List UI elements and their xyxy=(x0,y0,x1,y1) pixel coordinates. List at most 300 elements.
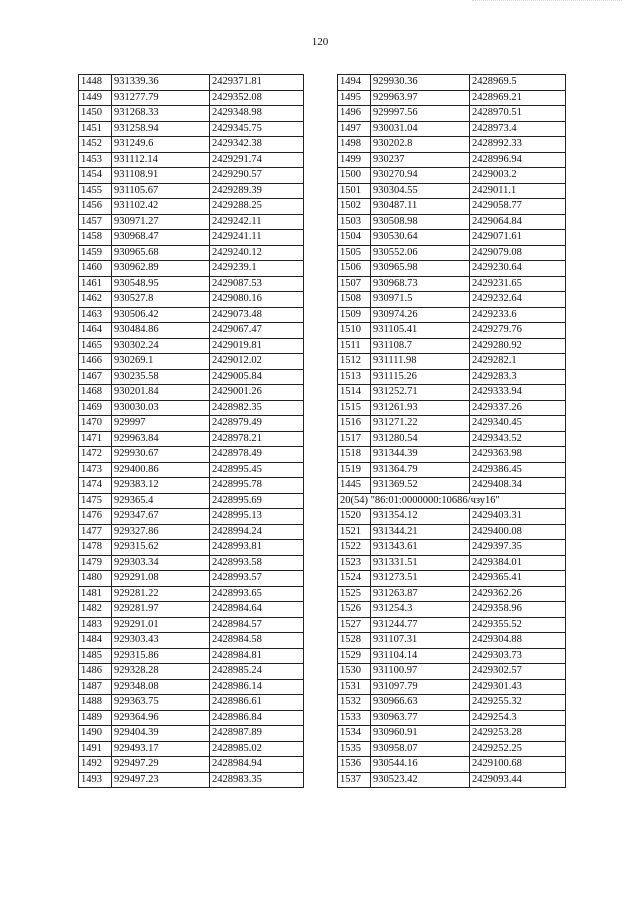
point-number-cell: 1465 xyxy=(79,338,112,354)
point-number-cell: 1453 xyxy=(79,152,112,168)
point-number-cell: 1477 xyxy=(79,524,112,540)
y-coordinate-cell: 2429064.84 xyxy=(470,214,566,230)
table-row xyxy=(79,509,304,525)
y-coordinate-cell: 2428985.24 xyxy=(210,664,304,680)
y-coordinate-cell: 2428969.5 xyxy=(470,75,566,91)
point-number-cell: 1466 xyxy=(79,354,112,370)
point-number-cell: 1510 xyxy=(338,323,371,339)
table-row xyxy=(79,168,304,184)
y-coordinate-cell: 2429288.25 xyxy=(210,199,304,215)
x-coordinate-cell: 930966.63 xyxy=(371,695,470,711)
table-row xyxy=(79,695,304,711)
table-row xyxy=(338,416,566,432)
y-coordinate-cell: 2428973.4 xyxy=(470,121,566,137)
table-row xyxy=(79,540,304,556)
y-coordinate-cell: 2428986.61 xyxy=(210,695,304,711)
y-coordinate-cell: 2428984.57 xyxy=(210,617,304,633)
y-coordinate-cell: 2429282.1 xyxy=(470,354,566,370)
table-row xyxy=(338,214,566,230)
table-row xyxy=(338,230,566,246)
table-row xyxy=(79,648,304,664)
x-coordinate-cell: 931344.39 xyxy=(371,447,470,463)
x-coordinate-cell: 930031.04 xyxy=(371,121,470,137)
point-number-cell: 1517 xyxy=(338,431,371,447)
table-row xyxy=(338,679,566,695)
y-coordinate-cell: 2429340.45 xyxy=(470,416,566,432)
y-coordinate-cell: 2428993.81 xyxy=(210,540,304,556)
table-row xyxy=(338,121,566,137)
table-row xyxy=(338,540,566,556)
coordinates-table-left xyxy=(78,74,304,788)
table-row xyxy=(338,664,566,680)
y-coordinate-cell: 2429337.26 xyxy=(470,400,566,416)
point-number-cell: 1504 xyxy=(338,230,371,246)
x-coordinate-cell: 931102.42 xyxy=(112,199,210,215)
point-number-cell: 1473 xyxy=(79,462,112,478)
table-row xyxy=(79,121,304,137)
y-coordinate-cell: 2429345.75 xyxy=(210,121,304,137)
table-row xyxy=(338,137,566,153)
table-row xyxy=(79,75,304,91)
table-row xyxy=(338,617,566,633)
y-coordinate-cell: 2429386.45 xyxy=(470,462,566,478)
point-number-cell: 1497 xyxy=(338,121,371,137)
y-coordinate-cell: 2429348.98 xyxy=(210,106,304,122)
y-coordinate-cell: 2429279.76 xyxy=(470,323,566,339)
point-number-cell: 1464 xyxy=(79,323,112,339)
x-coordinate-cell: 931369.52 xyxy=(371,478,470,494)
y-coordinate-cell: 2429252.25 xyxy=(470,741,566,757)
x-coordinate-cell: 931277.79 xyxy=(112,90,210,106)
y-coordinate-cell: 2429363.98 xyxy=(470,447,566,463)
x-coordinate-cell: 931271.22 xyxy=(371,416,470,432)
x-coordinate-cell: 929497.23 xyxy=(112,772,210,788)
point-number-cell: 1474 xyxy=(79,478,112,494)
x-coordinate-cell: 931331.51 xyxy=(371,555,470,571)
y-coordinate-cell: 2428987.89 xyxy=(210,726,304,742)
x-coordinate-cell: 929364.96 xyxy=(112,710,210,726)
y-coordinate-cell: 2429241.11 xyxy=(210,230,304,246)
x-coordinate-cell: 929997.56 xyxy=(371,106,470,122)
table-row xyxy=(79,617,304,633)
point-number-cell: 1516 xyxy=(338,416,371,432)
x-coordinate-cell: 930965.98 xyxy=(371,261,470,277)
point-number-cell: 1476 xyxy=(79,509,112,525)
table-row xyxy=(79,462,304,478)
y-coordinate-cell: 2429283.3 xyxy=(470,369,566,385)
x-coordinate-cell: 929347.67 xyxy=(112,509,210,525)
table-row xyxy=(338,509,566,525)
y-coordinate-cell: 2429001.26 xyxy=(210,385,304,401)
point-number-cell: 1488 xyxy=(79,695,112,711)
point-number-cell: 1530 xyxy=(338,664,371,680)
table-row xyxy=(338,555,566,571)
point-number-cell: 1503 xyxy=(338,214,371,230)
x-coordinate-cell: 931263.87 xyxy=(371,586,470,602)
table-row xyxy=(79,726,304,742)
table-row xyxy=(79,106,304,122)
point-number-cell: 1535 xyxy=(338,741,371,757)
left-table-body xyxy=(79,75,304,788)
x-coordinate-cell: 930971.5 xyxy=(371,292,470,308)
table-row xyxy=(79,772,304,788)
table-row xyxy=(79,385,304,401)
x-coordinate-cell: 929930.67 xyxy=(112,447,210,463)
x-coordinate-cell: 931280.54 xyxy=(371,431,470,447)
x-coordinate-cell: 930508.98 xyxy=(371,214,470,230)
x-coordinate-cell: 931104.14 xyxy=(371,648,470,664)
point-number-cell: 1521 xyxy=(338,524,371,540)
x-coordinate-cell: 929963.97 xyxy=(371,90,470,106)
point-number-cell: 1462 xyxy=(79,292,112,308)
table-row xyxy=(338,245,566,261)
x-coordinate-cell: 931344.21 xyxy=(371,524,470,540)
table-row xyxy=(338,106,566,122)
point-number-cell: 1470 xyxy=(79,416,112,432)
x-coordinate-cell: 930270.94 xyxy=(371,168,470,184)
table-row xyxy=(338,90,566,106)
y-coordinate-cell: 2429079.08 xyxy=(470,245,566,261)
table-row xyxy=(338,524,566,540)
y-coordinate-cell: 2429087.53 xyxy=(210,276,304,292)
point-number-cell: 1505 xyxy=(338,245,371,261)
point-number-cell: 1489 xyxy=(79,710,112,726)
point-number-cell: 1451 xyxy=(79,121,112,137)
y-coordinate-cell: 2429333.94 xyxy=(470,385,566,401)
x-coordinate-cell: 930958.07 xyxy=(371,741,470,757)
x-coordinate-cell: 930530.64 xyxy=(371,230,470,246)
point-number-cell: 1490 xyxy=(79,726,112,742)
x-coordinate-cell: 931105.41 xyxy=(371,323,470,339)
x-coordinate-cell: 930237 xyxy=(371,152,470,168)
x-coordinate-cell: 931268.33 xyxy=(112,106,210,122)
x-coordinate-cell: 930030.03 xyxy=(112,400,210,416)
point-number-cell: 1456 xyxy=(79,199,112,215)
point-number-cell: 1520 xyxy=(338,509,371,525)
table-row xyxy=(338,478,566,494)
y-coordinate-cell: 2428985.02 xyxy=(210,741,304,757)
x-coordinate-cell: 929493.17 xyxy=(112,741,210,757)
point-number-cell: 1472 xyxy=(79,447,112,463)
y-coordinate-cell: 2428993.58 xyxy=(210,555,304,571)
y-coordinate-cell: 2429242.11 xyxy=(210,214,304,230)
table-row xyxy=(338,168,566,184)
page-number: 120 xyxy=(311,36,329,48)
y-coordinate-cell: 2429073.48 xyxy=(210,307,304,323)
point-number-cell: 1487 xyxy=(79,679,112,695)
point-number-cell: 1448 xyxy=(79,75,112,91)
y-coordinate-cell: 2429253.28 xyxy=(470,726,566,742)
table-row xyxy=(338,772,566,788)
table-row xyxy=(338,338,566,354)
x-coordinate-cell: 930269.1 xyxy=(112,354,210,370)
point-number-cell: 1495 xyxy=(338,90,371,106)
point-number-cell: 1480 xyxy=(79,571,112,587)
y-coordinate-cell: 2429280.92 xyxy=(470,338,566,354)
table-row xyxy=(338,710,566,726)
y-coordinate-cell: 2428996.94 xyxy=(470,152,566,168)
y-coordinate-cell: 2428994.24 xyxy=(210,524,304,540)
point-number-cell: 1463 xyxy=(79,307,112,323)
y-coordinate-cell: 2428984.81 xyxy=(210,648,304,664)
table-row xyxy=(338,571,566,587)
point-number-cell: 1467 xyxy=(79,369,112,385)
y-coordinate-cell: 2429093.44 xyxy=(470,772,566,788)
point-number-cell: 1512 xyxy=(338,354,371,370)
table-row xyxy=(79,307,304,323)
point-number-cell: 1506 xyxy=(338,261,371,277)
table-row xyxy=(79,602,304,618)
point-number-cell: 1454 xyxy=(79,168,112,184)
x-coordinate-cell: 930974.26 xyxy=(371,307,470,323)
table-row xyxy=(79,710,304,726)
y-coordinate-cell: 2428993.65 xyxy=(210,586,304,602)
y-coordinate-cell: 2428986.14 xyxy=(210,679,304,695)
x-coordinate-cell: 931107.31 xyxy=(371,633,470,649)
x-coordinate-cell: 930968.47 xyxy=(112,230,210,246)
point-number-cell: 1481 xyxy=(79,586,112,602)
y-coordinate-cell: 2429302.57 xyxy=(470,664,566,680)
y-coordinate-cell: 2429358.96 xyxy=(470,602,566,618)
x-coordinate-cell: 930527.8 xyxy=(112,292,210,308)
x-coordinate-cell: 931252.71 xyxy=(371,385,470,401)
x-coordinate-cell: 930962.89 xyxy=(112,261,210,277)
y-coordinate-cell: 2428995.13 xyxy=(210,509,304,525)
y-coordinate-cell: 2429067.47 xyxy=(210,323,304,339)
x-coordinate-cell: 929291.01 xyxy=(112,617,210,633)
right-table-body-bottom xyxy=(338,509,566,788)
y-coordinate-cell: 2429071.61 xyxy=(470,230,566,246)
table-row xyxy=(338,152,566,168)
point-number-cell: 1498 xyxy=(338,137,371,153)
table-row xyxy=(338,586,566,602)
table-row xyxy=(79,586,304,602)
table-row xyxy=(338,354,566,370)
x-coordinate-cell: 930523.42 xyxy=(371,772,470,788)
table-row xyxy=(79,478,304,494)
point-number-cell: 1458 xyxy=(79,230,112,246)
table-row xyxy=(338,261,566,277)
x-coordinate-cell: 929997 xyxy=(112,416,210,432)
point-number-cell: 1475 xyxy=(79,493,112,509)
point-number-cell: 1450 xyxy=(79,106,112,122)
table-row xyxy=(79,369,304,385)
point-number-cell: 1461 xyxy=(79,276,112,292)
x-coordinate-cell: 930960.91 xyxy=(371,726,470,742)
y-coordinate-cell: 2428978.21 xyxy=(210,431,304,447)
point-number-cell: 1455 xyxy=(79,183,112,199)
point-number-cell: 1479 xyxy=(79,555,112,571)
y-coordinate-cell: 2429362.26 xyxy=(470,586,566,602)
table-row xyxy=(79,555,304,571)
point-number-cell: 1460 xyxy=(79,261,112,277)
y-coordinate-cell: 2429397.35 xyxy=(470,540,566,556)
x-coordinate-cell: 931112.14 xyxy=(112,152,210,168)
table-row xyxy=(338,276,566,292)
x-coordinate-cell: 929281.22 xyxy=(112,586,210,602)
y-coordinate-cell: 2429012.02 xyxy=(210,354,304,370)
x-coordinate-cell: 930544.16 xyxy=(371,757,470,773)
point-number-cell: 1459 xyxy=(79,245,112,261)
x-coordinate-cell: 929315.62 xyxy=(112,540,210,556)
x-coordinate-cell: 930484.86 xyxy=(112,323,210,339)
x-coordinate-cell: 929963.84 xyxy=(112,431,210,447)
y-coordinate-cell: 2429343.52 xyxy=(470,431,566,447)
x-coordinate-cell: 930304.55 xyxy=(371,183,470,199)
table-row xyxy=(338,447,566,463)
point-number-cell: 1483 xyxy=(79,617,112,633)
y-coordinate-cell: 2429231.65 xyxy=(470,276,566,292)
point-number-cell: 1533 xyxy=(338,710,371,726)
x-coordinate-cell: 929303.34 xyxy=(112,555,210,571)
point-number-cell: 1469 xyxy=(79,400,112,416)
table-row xyxy=(338,323,566,339)
table-row xyxy=(79,90,304,106)
x-coordinate-cell: 930201.84 xyxy=(112,385,210,401)
table-row xyxy=(338,726,566,742)
x-coordinate-cell: 930202.8 xyxy=(371,137,470,153)
x-coordinate-cell: 929930.36 xyxy=(371,75,470,91)
table-row xyxy=(338,757,566,773)
point-number-cell: 1524 xyxy=(338,571,371,587)
table-row xyxy=(79,152,304,168)
point-number-cell: 1496 xyxy=(338,106,371,122)
point-number-cell: 1445 xyxy=(338,478,371,494)
y-coordinate-cell: 2429289.39 xyxy=(210,183,304,199)
x-coordinate-cell: 931273.51 xyxy=(371,571,470,587)
y-coordinate-cell: 2429233.6 xyxy=(470,307,566,323)
x-coordinate-cell: 929404.39 xyxy=(112,726,210,742)
table-row xyxy=(79,493,304,509)
x-coordinate-cell: 931097.79 xyxy=(371,679,470,695)
y-coordinate-cell: 2428984.64 xyxy=(210,602,304,618)
y-coordinate-cell: 2429080.16 xyxy=(210,292,304,308)
table-row xyxy=(79,664,304,680)
x-coordinate-cell: 930971.27 xyxy=(112,214,210,230)
table-row xyxy=(79,447,304,463)
x-coordinate-cell: 931339.36 xyxy=(112,75,210,91)
point-number-cell: 1525 xyxy=(338,586,371,602)
table-row xyxy=(338,183,566,199)
point-number-cell: 1536 xyxy=(338,757,371,773)
table-row xyxy=(79,633,304,649)
y-coordinate-cell: 2429003.2 xyxy=(470,168,566,184)
x-coordinate-cell: 930965.68 xyxy=(112,245,210,261)
y-coordinate-cell: 2429342.38 xyxy=(210,137,304,153)
x-coordinate-cell: 931343.61 xyxy=(371,540,470,556)
coordinates-table-right xyxy=(337,74,566,788)
y-coordinate-cell: 2429403.31 xyxy=(470,509,566,525)
point-number-cell: 1478 xyxy=(79,540,112,556)
y-coordinate-cell: 2429100.68 xyxy=(470,757,566,773)
x-coordinate-cell: 930963.77 xyxy=(371,710,470,726)
section-label: 20(54) "86:01:0000000:10686/чзу16" xyxy=(338,493,566,509)
point-number-cell: 1514 xyxy=(338,385,371,401)
point-number-cell: 1509 xyxy=(338,307,371,323)
x-coordinate-cell: 931254.3 xyxy=(371,602,470,618)
x-coordinate-cell: 929365.4 xyxy=(112,493,210,509)
y-coordinate-cell: 2429255.32 xyxy=(470,695,566,711)
x-coordinate-cell: 929497.29 xyxy=(112,757,210,773)
table-row xyxy=(79,199,304,215)
point-number-cell: 1485 xyxy=(79,648,112,664)
point-number-cell: 1449 xyxy=(79,90,112,106)
point-number-cell: 1491 xyxy=(79,741,112,757)
x-coordinate-cell: 931364.79 xyxy=(371,462,470,478)
table-row xyxy=(338,199,566,215)
table-row xyxy=(338,462,566,478)
point-number-cell: 1518 xyxy=(338,447,371,463)
x-coordinate-cell: 930302.24 xyxy=(112,338,210,354)
point-number-cell: 1513 xyxy=(338,369,371,385)
x-coordinate-cell: 929327.86 xyxy=(112,524,210,540)
table-row xyxy=(338,431,566,447)
point-number-cell: 1526 xyxy=(338,602,371,618)
y-coordinate-cell: 2429239.1 xyxy=(210,261,304,277)
table-row xyxy=(79,214,304,230)
table-row xyxy=(79,183,304,199)
point-number-cell: 1500 xyxy=(338,168,371,184)
y-coordinate-cell: 2429352.08 xyxy=(210,90,304,106)
point-number-cell: 1457 xyxy=(79,214,112,230)
table-row xyxy=(79,261,304,277)
point-number-cell: 1452 xyxy=(79,137,112,153)
x-coordinate-cell: 931100.97 xyxy=(371,664,470,680)
table-row xyxy=(338,385,566,401)
table-row xyxy=(79,524,304,540)
table-row xyxy=(79,431,304,447)
point-number-cell: 1519 xyxy=(338,462,371,478)
table-row xyxy=(79,354,304,370)
point-number-cell: 1532 xyxy=(338,695,371,711)
table-row xyxy=(338,75,566,91)
y-coordinate-cell: 2428983.35 xyxy=(210,772,304,788)
point-number-cell: 1522 xyxy=(338,540,371,556)
x-coordinate-cell: 931108.91 xyxy=(112,168,210,184)
point-number-cell: 1484 xyxy=(79,633,112,649)
y-coordinate-cell: 2428979.49 xyxy=(210,416,304,432)
point-number-cell: 1529 xyxy=(338,648,371,664)
table-row xyxy=(79,757,304,773)
x-coordinate-cell: 929303.43 xyxy=(112,633,210,649)
y-coordinate-cell: 2429301.43 xyxy=(470,679,566,695)
x-coordinate-cell: 929363.75 xyxy=(112,695,210,711)
x-coordinate-cell: 929315.86 xyxy=(112,648,210,664)
point-number-cell: 1499 xyxy=(338,152,371,168)
y-coordinate-cell: 2428984.58 xyxy=(210,633,304,649)
x-coordinate-cell: 929383.12 xyxy=(112,478,210,494)
table-row xyxy=(338,369,566,385)
section-header-row xyxy=(338,493,566,509)
point-number-cell: 1493 xyxy=(79,772,112,788)
y-coordinate-cell: 2429291.74 xyxy=(210,152,304,168)
x-coordinate-cell: 930235.58 xyxy=(112,369,210,385)
x-coordinate-cell: 930487.11 xyxy=(371,199,470,215)
point-number-cell: 1508 xyxy=(338,292,371,308)
table-row xyxy=(338,292,566,308)
x-coordinate-cell: 931261.93 xyxy=(371,400,470,416)
y-coordinate-cell: 2428982.35 xyxy=(210,400,304,416)
y-coordinate-cell: 2429240.12 xyxy=(210,245,304,261)
point-number-cell: 1528 xyxy=(338,633,371,649)
table-row xyxy=(338,602,566,618)
y-coordinate-cell: 2429304.88 xyxy=(470,633,566,649)
y-coordinate-cell: 2429355.52 xyxy=(470,617,566,633)
y-coordinate-cell: 2429400.08 xyxy=(470,524,566,540)
table-row xyxy=(338,633,566,649)
table-row xyxy=(79,338,304,354)
x-coordinate-cell: 931354.12 xyxy=(371,509,470,525)
